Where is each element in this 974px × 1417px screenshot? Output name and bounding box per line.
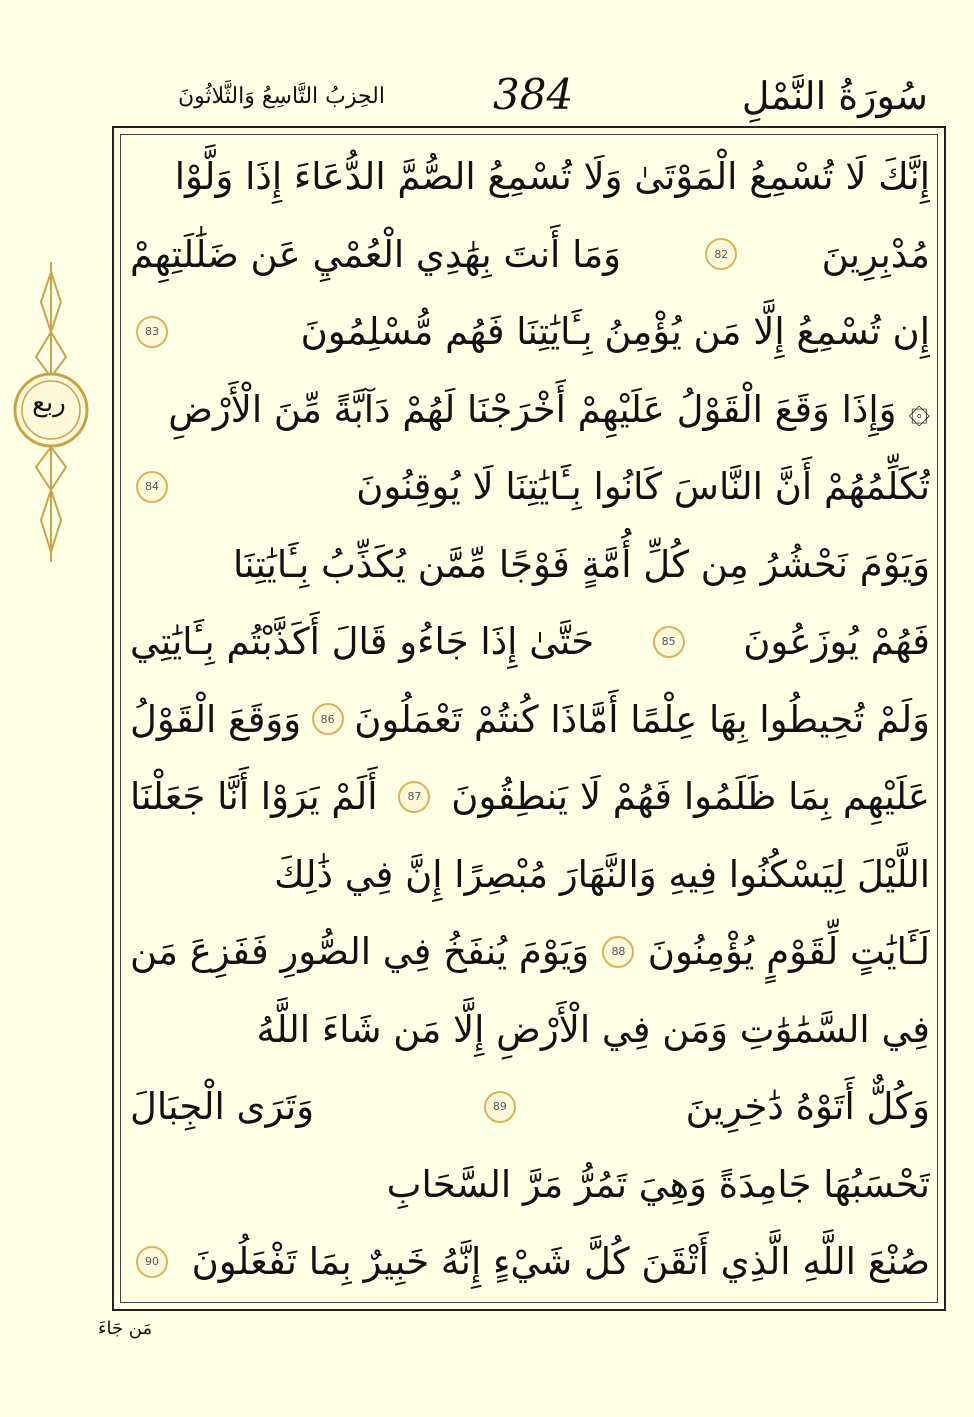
line-text: وَيَوْمَ يُنفَخُ فِي الصُّورِ فَفَزِعَ مَن	[130, 930, 590, 973]
verse-line-8	[130, 681, 930, 759]
verse-line-6	[130, 526, 930, 604]
line-text: إِن تُسْمِعُ إِلَّا مَن يُؤْمِنُ بِـَٔايَٰتِنَا فَهُم مُّسْلِمُونَ	[300, 310, 930, 353]
line-text: فِي السَّمَٰوَٰتِ وَمَن فِي الْأَرْضِ إِلَّا مَن شَاءَ اللَّهُ	[256, 1007, 930, 1051]
line-text: مُدْبِرِينَ	[821, 232, 930, 276]
line-text: ۞ وَإِذَا وَقَعَ الْقَوْلُ عَلَيْهِمْ أَخْرَجْنَا لَهُمْ دَآبَّةً مِّنَ الْأَرْضِ	[168, 387, 930, 431]
verse-line-9	[130, 758, 930, 836]
page-header	[118, 70, 928, 126]
verse-line-3	[130, 293, 930, 371]
verse-line-7	[130, 603, 930, 681]
verse-line-14	[130, 1146, 930, 1224]
line-text: وَمَا أَنتَ بِهَٰدِي الْعُمْيِ عَن ضَلَٰلَتِهِمْ	[130, 232, 622, 276]
line-text: إِنَّكَ لَا تُسْمِعُ الْمَوْتَىٰ وَلَا تُسْمِعُ الصُّمَّ الدُّعَاءَ إِذَا وَلَّوْا	[174, 155, 930, 198]
line-text: عَلَيْهِم بِمَا ظَلَمُوا فَهُمْ لَا يَنطِقُونَ	[451, 775, 930, 818]
page-number: 384	[493, 70, 574, 119]
line-text: لَـَٔايَٰتٍ لِّقَوْمٍ يُؤْمِنُونَ	[647, 930, 930, 973]
rub-label: ربع	[32, 388, 66, 418]
verse-lines	[130, 138, 930, 1301]
ayah-marker: 82	[705, 238, 737, 270]
verse-line-12	[130, 991, 930, 1069]
verse-line-15	[130, 1223, 930, 1301]
ayah-marker: 89	[484, 1091, 516, 1123]
line-text: تَحْسَبُهَا جَامِدَةً وَهِيَ تَمُرُّ مَرَّ السَّحَابِ	[386, 1162, 930, 1206]
line-text: أَلَمْ يَرَوْا أَنَّا جَعَلْنَا	[130, 775, 378, 818]
line-text: وَيَوْمَ نَحْشُرُ مِن كُلِّ أُمَّةٍ فَوْجًا مِّمَّن يُكَذِّبُ بِـَٔايَٰتِنَا	[232, 542, 930, 586]
ayah-marker: 88	[602, 936, 634, 968]
catchword: مَن جَاءَ	[98, 1318, 153, 1339]
line-text: فَهُمْ يُوزَعُونَ	[743, 620, 930, 663]
ayah-marker: 90	[136, 1246, 168, 1278]
ayah-marker: 87	[398, 781, 430, 813]
line-text: تُكَلِّمُهُمْ أَنَّ النَّاسَ كَانُوا بِـَٔايَٰتِنَا لَا يُوقِنُونَ	[356, 465, 930, 508]
ayah-marker: 83	[136, 316, 168, 348]
hizb-label: الحِزبُ التَّاسِعُ وَالثَّلاثُونَ	[178, 84, 386, 109]
line-text: وَوَقَعَ الْقَوْلُ	[130, 697, 302, 741]
line-text: وَلَمْ تُحِيطُوا بِهَا عِلْمًا أَمَّاذَا كُنتُمْ تَعْمَلُونَ	[354, 697, 930, 741]
verse-line-2	[130, 216, 930, 294]
ayah-marker: 84	[136, 471, 168, 503]
line-text: وَتَرَى الْجِبَالَ	[130, 1085, 315, 1128]
verse-line-13	[130, 1068, 930, 1146]
verse-line-10	[130, 836, 930, 914]
verse-line-5	[130, 448, 930, 526]
line-text: وَكُلٌّ أَتَوْهُ دَٰخِرِينَ	[685, 1085, 930, 1128]
verse-line-11	[130, 913, 930, 991]
verse-line-1	[130, 138, 930, 216]
line-text: حَتَّىٰ إِذَا جَاءُو قَالَ أَكَذَّبْتُم بِـَٔايَٰتِي	[130, 620, 595, 663]
verse-line-4	[130, 371, 930, 449]
line-text: اللَّيْلَ لِيَسْكُنُوا فِيهِ وَالنَّهَارَ مُبْصِرًا إِنَّ فِي ذَٰلِكَ	[274, 852, 930, 896]
ayah-marker: 85	[653, 626, 685, 658]
ayah-marker: 86	[312, 703, 344, 735]
line-text: صُنْعَ اللَّهِ الَّذِي أَتْقَنَ كُلَّ شَيْءٍ إِنَّهُ خَبِيرٌ بِمَا تَفْعَلُونَ	[191, 1240, 930, 1283]
surah-name: سُورَةُ النَّمْلِ	[741, 74, 928, 118]
